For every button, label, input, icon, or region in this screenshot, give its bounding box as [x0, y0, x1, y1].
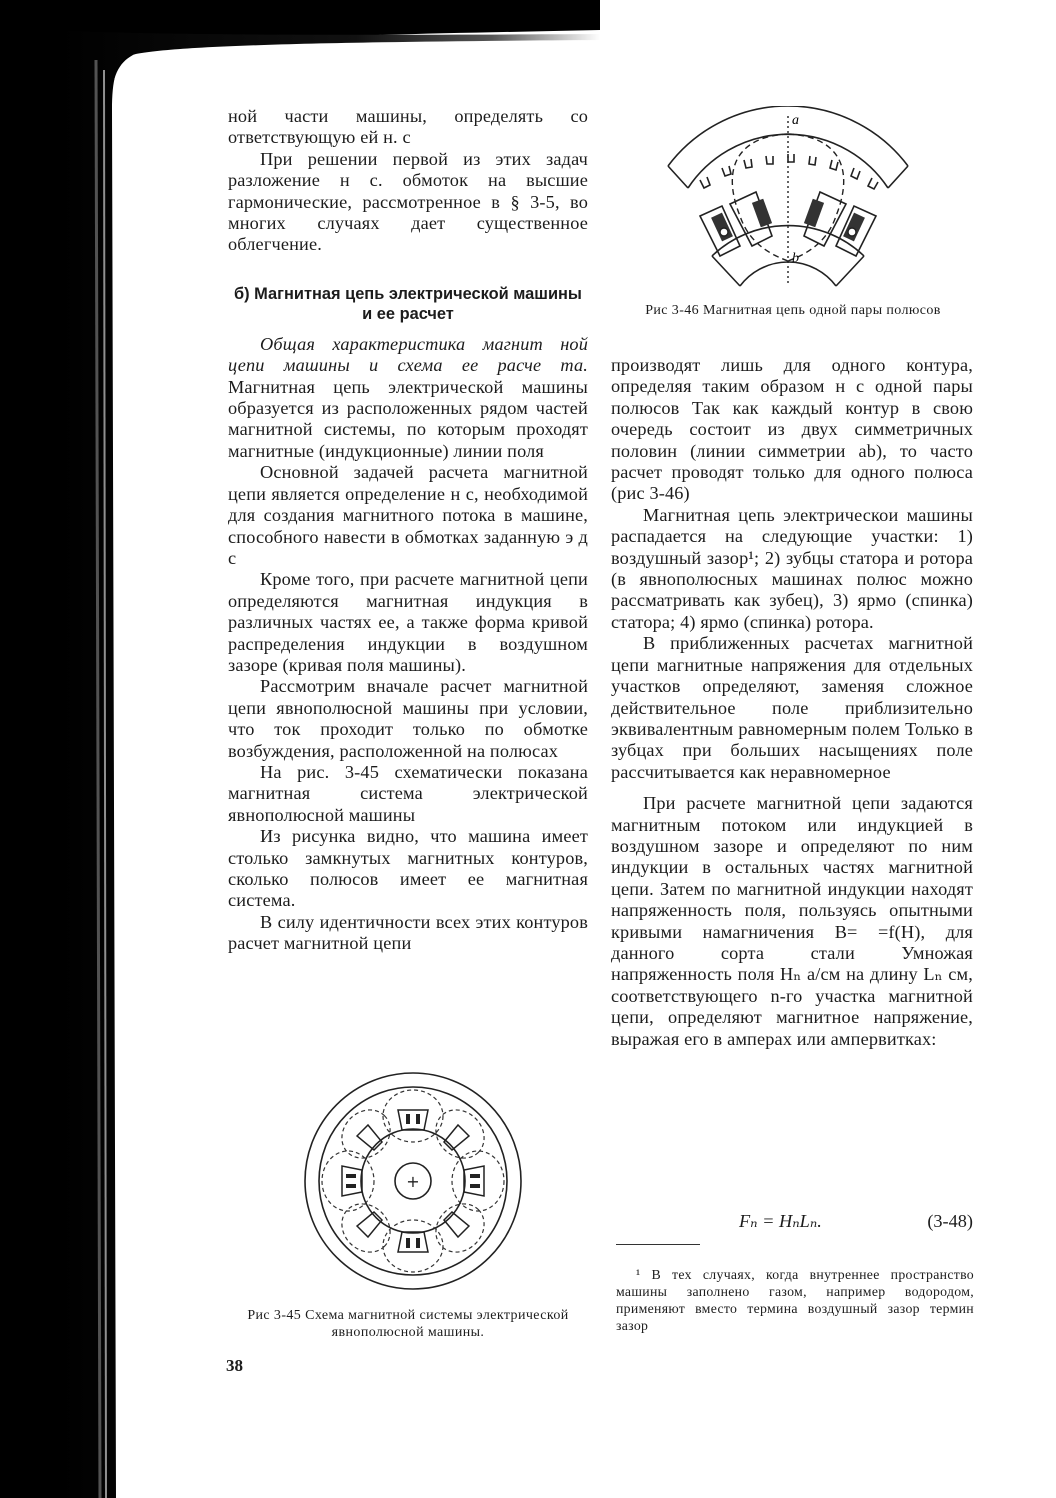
svg-text:+: +: [406, 1172, 420, 1191]
left-column: [228, 106, 588, 955]
paragraph: В приближенных расчетах магнитной цепи магнитные напряжения для отдельных участков определяют, заменяя сложное действительное поле приблизительно эквивалентным равномерным полем Только в зубцах при больших насыщениях поле рассчитывается как неравномерное: [611, 633, 973, 782]
figure-3-46-magnetic-circuit: [660, 106, 916, 292]
right-column: [611, 355, 973, 1050]
figure-3-45-magnetic-system: [302, 1070, 524, 1292]
paragraph: Основной задачей расчета магнитной цепи является определение н с, необходимой для создания магнитного потока в машине, способного навести в обмотках заданную э д с: [228, 462, 588, 568]
formula-expression: Fₙ = HₙLₙ.: [739, 1211, 822, 1231]
page-number: 38: [226, 1356, 243, 1375]
figure-label-b: b: [792, 251, 799, 266]
formula-number: (3-48): [927, 1211, 973, 1231]
paragraph: В силу идентичности всех этих контуров расчет магнитной цепи: [228, 911, 588, 954]
paragraph: На рис. 3-45 схематически показана магнитная система электрической явнополюсной машины: [228, 761, 588, 825]
figure-3-45-caption: Рис 3-45 Схема магнитной системы электрической явнополюсной машины.: [247, 1308, 569, 1340]
paragraph: [228, 334, 588, 462]
paragraph-text: Магнитная цепь электрической машины образуется из расположенных рядом частей магнитной системы, по которым проходят магнитные (индукционные) линии поля: [228, 376, 588, 461]
footnote: ¹ В тех случаях, когда внутреннее пространство машины заполнено газом, например водородом, применяют вместо термина воздушный зазор термин зазор: [616, 1266, 974, 1333]
figure-3-46-caption: Рис 3-46 Магнитная цепь одной пары полюсов: [645, 303, 941, 318]
paragraph: Магнитная цепь электрическои машины распадается на следующие участки: 1) воздушный зазор¹; 2) зубцы статора и ротора (в явнополюсных машинах полюс можно рассматривать как зубец), 3) ярмо (спинка) статора; 4) ярмо (спинка) ротора.: [611, 504, 973, 632]
paragraph: Кроме того, при расчете магнитной цепи определяются магнитная индукция в различных частях ее, а также форма кривой распределения индукции в воздушном зазоре (кривая поля машины).: [228, 569, 588, 675]
section-title: б) Магнитная цепь электрической машины и ее расчет: [234, 284, 582, 323]
paragraph: ной части машины, определять со ответствующую ей н. с: [228, 106, 588, 148]
paragraph: При расчете магнитной цепи задаются магнитным потоком или индукцией в воздушном зазоре и определяют по ним индукции в остальных частях магнитной цепи. Затем по магнитной индукции находят напряженность поля, пользуясь опытными кривыми намагничения B= =f(H), для данного сорта стали Умножая напряженность поля Hₙ а/см на длину Lₙ см, соответствующего n-го участка магнитной цепи, определяют магнитное напряжение, выражая его в амперах или ампервитках:: [611, 793, 973, 1049]
paragraph: производят лишь для одного контура, определяя таким образом н с одной пары полюсов Так как каждый контур в свою очередь состоит из двух симметричных половин (линии симметрии ab), то часто расчет проводят только для одного полюса (рис 3-46): [611, 355, 973, 504]
paragraph: Рассмотрим вначале расчет магнитной цепи явнополюсной машины при условии, что ток проходит только по обмотке возбуждения, расположенной на полюсах: [228, 676, 588, 761]
subsection-title: Общая характеристика магнит ной цепи машины и схема ее расче та.: [228, 333, 588, 376]
paragraph: Из рисунка видно, что машина имеет столько замкнутых магнитных контуров, сколько полюсов имеет ее магнитная система.: [228, 826, 588, 911]
footnote-divider: [616, 1244, 700, 1245]
figure-label-a: a: [792, 113, 799, 128]
paragraph: При решении первой из этих задач разложение н с. обмоток на высшие гармонические, рассмотренное в § 3-5, во многих случаях дает существенное облегчение.: [228, 148, 588, 255]
